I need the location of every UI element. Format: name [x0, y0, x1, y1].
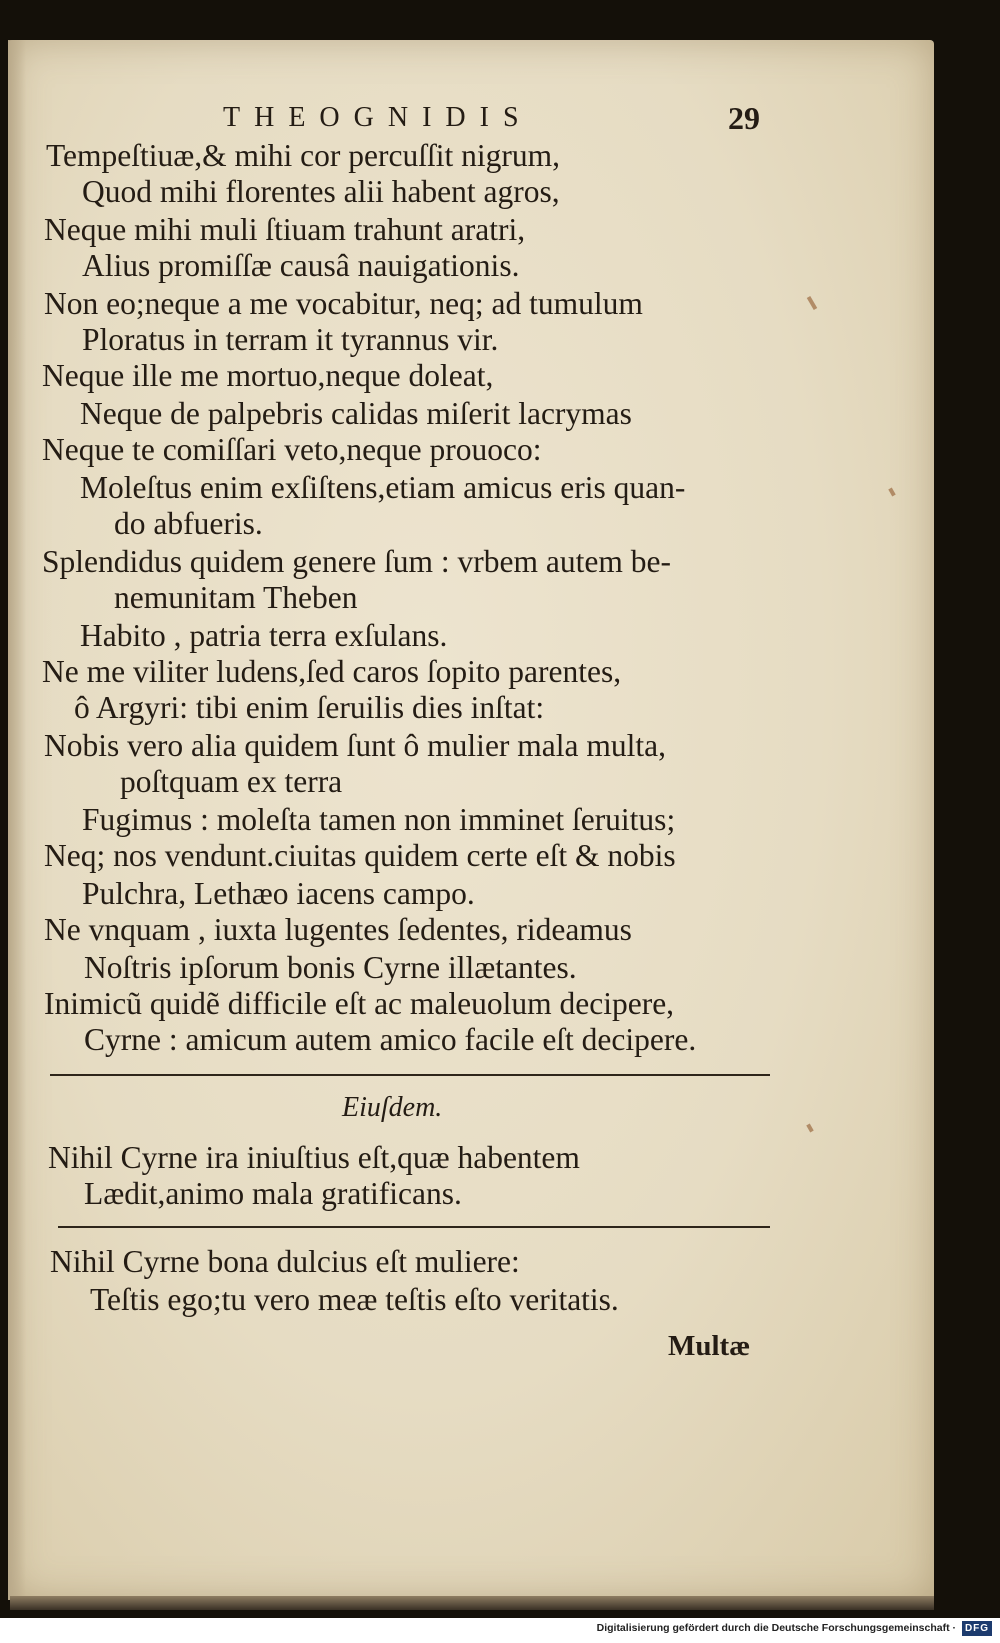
verse-line: Ne me viliter ludens,ſed caros ſopito parentes,	[42, 654, 622, 689]
verse-line: Noſtris ipſorum bonis Cyrne illætantes.	[84, 950, 577, 985]
verse-line: poſtquam ex terra	[120, 764, 343, 799]
paper-blemish	[806, 1124, 813, 1133]
footer-strip	[0, 1618, 1000, 1643]
verse-line: Teſtis ego;tu vero meæ teſtis eſto veritatis.	[90, 1282, 619, 1317]
verse-line: ô Argyri: tibi enim ſeruilis dies inſtat:	[74, 690, 545, 725]
verse-line: Splendidus quidem genere ſum : vrbem autem be-	[42, 544, 671, 579]
paper-blemish	[807, 296, 817, 310]
verse-line: Lædit,animo mala gratificans.	[84, 1176, 462, 1211]
verse-line: Nobis vero alia quidem ſunt ô mulier mala multa,	[44, 728, 666, 763]
verse-line: Non eo;neque a me vocabitur, neq; ad tumulum	[44, 286, 643, 321]
page-left-edge	[8, 40, 26, 1600]
verse-line: Inimicũ quidẽ difficile eſt ac maleuolum decipere,	[44, 986, 675, 1021]
verse-line: Ne vnquam , iuxta lugentes ſedentes, rideamus	[44, 912, 632, 947]
verse-line: nemunitam Theben	[114, 580, 358, 615]
verse-line: Neque te comiſſari veto,neque prouoco:	[42, 432, 542, 467]
section-heading: Eiuſdem.	[342, 1092, 443, 1123]
running-head: THEOGNIDIS	[223, 102, 533, 133]
verse-line: Fugimus : moleſta tamen non imminet ſeruitus;	[82, 802, 676, 837]
verse-line: Nihil Cyrne ira iniuſtius eſt,quæ habentem	[48, 1140, 580, 1175]
verse-line: Pulchra, Lethæo iacens campo.	[82, 876, 475, 911]
verse-line: Quod mihi florentes alii habent agros,	[82, 174, 560, 209]
verse-line: do abfueris.	[114, 506, 263, 541]
verse-line: Nihil Cyrne bona dulcius eſt muliere:	[50, 1244, 520, 1279]
verse-line: Neque ille me mortuo,neque doleat,	[42, 358, 494, 393]
verse-line: Moleſtus enim exſiſtens,etiam amicus eris quan-	[80, 470, 686, 505]
verse-line: Neque de palpebris calidas miſerit lacrymas	[80, 396, 632, 431]
verse-line: Neque mihi muli ſtiuam trahunt aratri,	[44, 212, 526, 247]
verse-line: Tempeſtiuæ,& mihi cor percuſſit nigrum,	[46, 138, 560, 173]
book-page	[8, 40, 934, 1600]
verse-line: Neq; nos vendunt.ciuitas quidem certe eſt & nobis	[44, 838, 676, 873]
section-rule	[50, 1074, 770, 1076]
catchword: Multæ	[668, 1330, 751, 1362]
page-bottom-edge	[10, 1596, 934, 1610]
verse-line: Ploratus in terram it tyrannus vir.	[82, 322, 499, 357]
folio-number: 29	[728, 100, 760, 136]
funding-credit: Digitalisierung gefördert durch die Deutsche Forschungsgemeinschaft ·	[596, 1622, 956, 1634]
paper-blemish	[888, 488, 895, 497]
section-rule	[58, 1226, 770, 1228]
dfg-logo: DFG	[962, 1621, 992, 1636]
verse-line: Habito , patria terra exſulans.	[80, 618, 448, 653]
verse-line: Cyrne : amicum autem amico facile eſt decipere.	[84, 1022, 697, 1057]
verse-line: Alius promiſſæ causâ nauigationis.	[82, 248, 520, 283]
